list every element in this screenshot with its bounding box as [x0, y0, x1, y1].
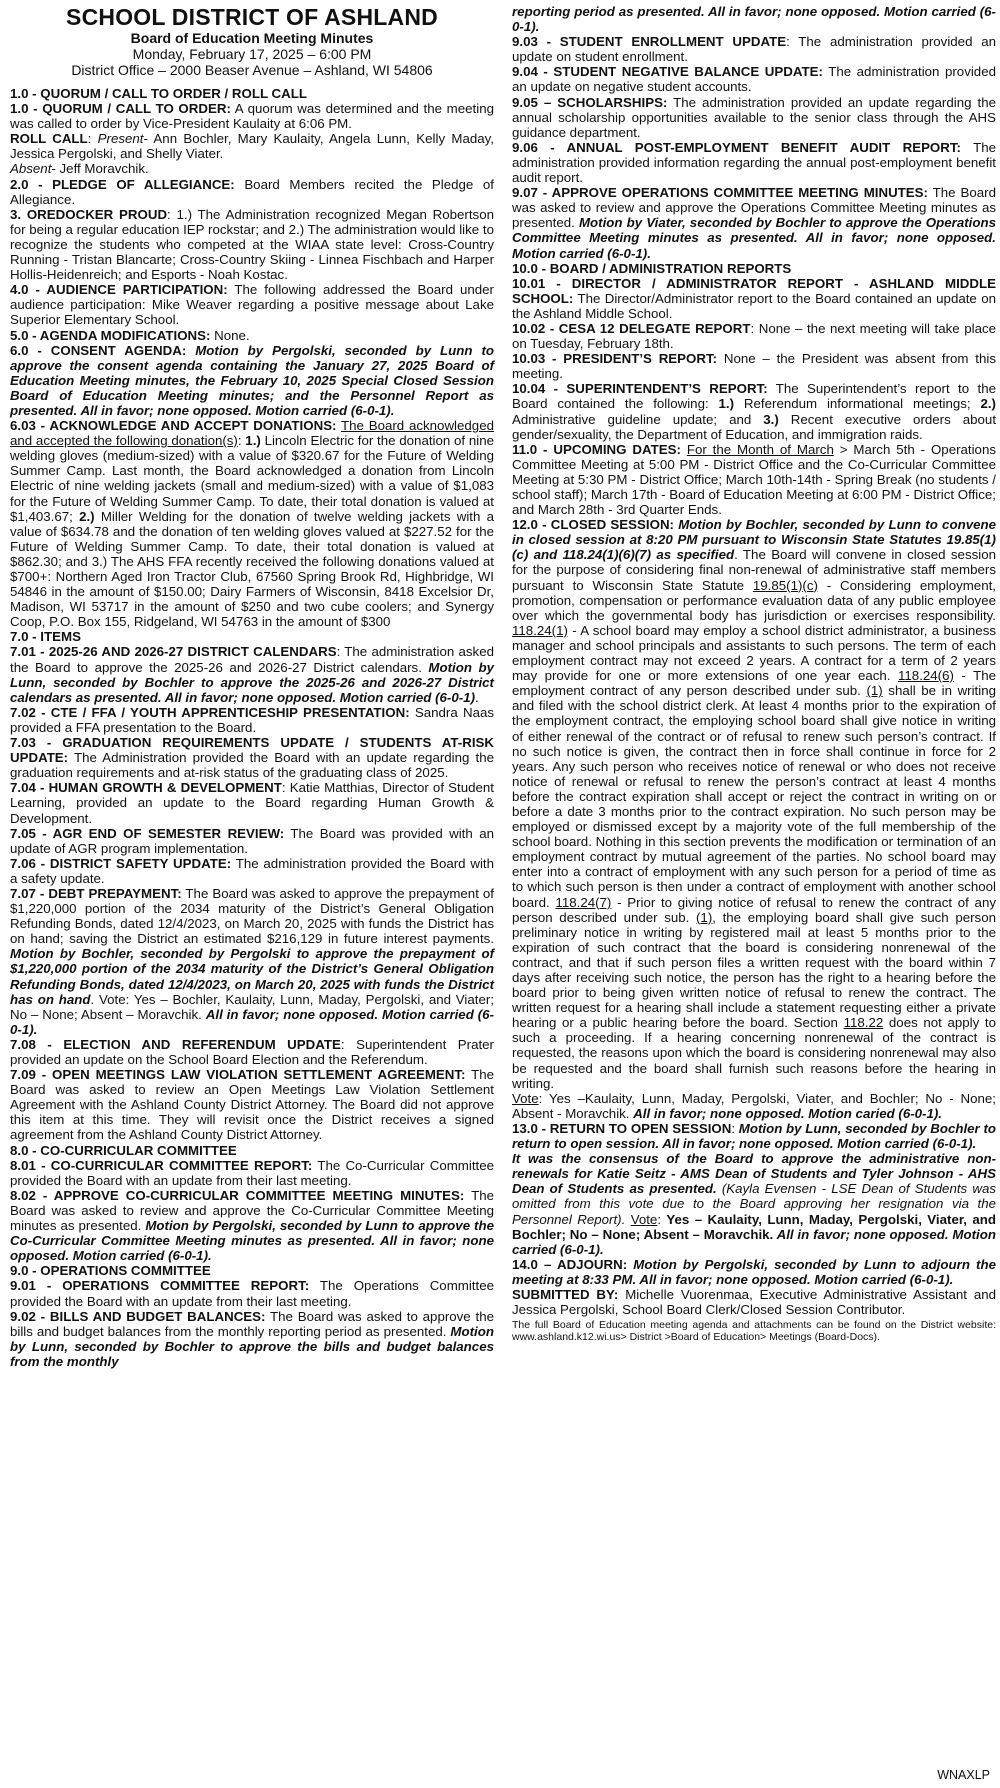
minutes-item: 13.0 - RETURN TO OPEN SESSION: Motion by Lunn, seconded by Bochler to return to open session. All in favor; none opposed. Motion carried (6-0-1).	[512, 1120, 996, 1152]
minutes-item: 9.03 - STUDENT ENROLLMENT UPDATE: The administration provided an update on student enrollment.	[512, 34, 997, 65]
minutes-item: 7.03 - GRADUATION REQUIREMENTS UPDATE / STUDENTS AT-RISK UPDATE: The Administration provided the Board with an update regarding the graduation requirements and at-risk status of the graduating class of 2025.	[10, 735, 494, 781]
document-subtitle: Board of Education Meeting Minutes	[130, 30, 374, 46]
roll-call-absent: Absent- Jeff Moravchik.	[10, 161, 149, 177]
minutes-item: 9.01 - OPERATIONS COMMITTEE REPORT: The Operations Committee provided the Board with an update from their last meeting.	[10, 1278, 494, 1309]
left-column	[10, 4, 494, 1369]
minutes-item: 8.02 - APPROVE CO-CURRICULAR COMMITTEE MEETING MINUTES: The Board was asked to review and approve the Co-Curricular Committee Meeting minutes as presented. Motion by Pergolski, seconded by Lunn to approve the Co-Curricular Committee Meeting minutes as presented. All in favor; none opposed. Motion carried (6-0-1).	[10, 1187, 494, 1264]
minutes-item: 6.0 - CONSENT AGENDA: Motion by Pergolski, seconded by Lunn to approve the consent agenda containing the January 27, 2025 Board of Education Meeting minutes, the February 10, 2025 Special Closed Session Board of Education Meeting minutes; and the Personnel Report as presented. All in favor; none opposed. Motion carried (6-0-1).	[10, 342, 494, 418]
document-title: SCHOOL DISTRICT OF ASHLAND	[66, 4, 438, 30]
minutes-item: 10.01 - DIRECTOR / ADMINISTRATOR REPORT - ASHLAND MIDDLE SCHOOL: The Director/Administrator report to the Board contained an update on the Ashland Middle School.	[512, 275, 996, 321]
minutes-item: 9.07 - APPROVE OPERATIONS COMMITTEE MEETING MINUTES: The Board was asked to review and approve the Operations Committee Meeting minutes as presented. Motion by Viater, seconded by Bochler to approve the Operations Committee Meeting minutes as presented. All in favor; none opposed. Motion carried (6-0-1).	[512, 185, 996, 261]
minutes-item: 9.06 - ANNUAL POST-EMPLOYMENT BENEFIT AUDIT REPORT: The administration provided information regarding the annual post-employment benefit audit report.	[512, 139, 997, 186]
section-heading: 1.0 - QUORUM / CALL TO ORDER / ROLL CALL	[10, 86, 307, 101]
minutes-item: 7.07 - DEBT PREPAYMENT: The Board was asked to approve the prepayment of $1,220,000 portion of the 2034 maturity of the District’s General Obligation Refunding Bonds, dated 12/4/2023, on March 20, 2025 with funds the District has on hand; saving the District an estimated $216,129 in future interest payments. Motion by Bochler, seconded by Pergolski to approve the prepayment of $1,220,000 portion of the 2034 maturity of the District’s General Obligation Refunding Bonds, dated 12/4/2023, on March 20, 2025 with funds the District has on hand. Vote: Yes – Bochler, Kaulaity, Lunn, Maday, Pergolski, and Viater; No – None; Absent – Moravchik. All in favor; none opposed. Motion carried (6-0-1).	[10, 885, 495, 1037]
minutes-item: 7.05 - AGR END OF SEMESTER REVIEW: The Board was provided with an update of AGR program implementation.	[10, 825, 494, 856]
minutes-item: 12.0 - CLOSED SESSION: Motion by Bochler, seconded by Lunn to convene in closed session at 8:20 PM pursuant to Wisconsin State Statutes 19.85(1)(c) and 118.24(1)(6)(7) as specified. The Board will convene in closed session for the purpose of considering final non-renewal of administrative staff members pursuant to Wisconsin State Statute 19.85(1)(c) - Considering employment, promotion, compensation or performance evaluation data of any public employee over which the governmental body has jurisdiction or exercises responsibility. 118.24(1) - A school board may employ a school district administrator, a business manager and school principals and assistants to such persons. The term of each employment contract may not exceed 2 years. A contract for a term of 2 years may provide for one or more extensions of one year each. 118.24(6) - The employment contract of any person described under sub. (1) shall be in writing and filed with the school district clerk. At least 4 months prior to the expiration of the employment contract, the employing school board shall give notice in writing of either renewal of the contract or of refusal to renew such person’s contract. If no such notice is given, the contract then in force shall continue in force for 2 years. Any such person who receives notice of renewal or who does not receive notice of renewal or refusal to renew the person’s contract at least 4 months before the contract expiration shall accept or reject the contract in writing on or before a date 3 months prior to the contract expiration. No such person may be employed or dismissed except by a majority vote of the full membership of the school board. Nothing in this section prevents the modification or termination of an employment contract by mutual agreement of the parties. No school board may enter into a contract of employment with any such person for a period of time as to which such person is then under a contract of employment with another school board. 118.24(7) - Prior to giving notice of refusal to renew the contract of any person described under sub. (1), the employing board shall give such person preliminary notice in writing by registered mail at least 5 months prior to the expiration of such contract that the board is considering nonrenewal of the contract, and that if such person files a written request with the board within 7 days after receiving such notice, the person has the right to a hearing before the board prior to being given written notice of refusal to renew the contract. The written request for a hearing shall include a statement requesting either a private hearing or a public hearing before the board. Section 118.22 does not apply to such a proceeding. If a hearing concerning nonrenewal of the contract is requested, the reasons upon which the board is considering nonrenewal may also be requested and the board shall furnish such reasons before the hearing in writing.	[512, 517, 997, 1091]
minutes-item: 9.02 - BILLS AND BUDGET BALANCES: The Board was asked to approve the bills and budget balances from the monthly reporting period as presented. Motion by Lunn, seconded by Bochler to approve the bills and budget balances from the monthly	[10, 1308, 494, 1369]
vote-record: Vote: Yes –Kaulaity, Lunn, Maday, Pergolski, Viater, and Bochler; No - None; Absent - Moravchik. All in favor; none opposed. Motion caried (6-0-1).	[512, 1090, 996, 1121]
minutes-item: 11.0 - UPCOMING DATES: For the Month of March > March 5th - Operations Committee Meeting at 5:00 PM - District Office and the Co-Curricular Committee Meeting at 5:30 PM - District Office; March 10th-14th - Spring Break (no students / school staff); March 17th - Board of Education Meeting at 6:00 PM - District Office; and March 28th - 3rd Quarter Ends.	[512, 441, 997, 518]
minutes-page	[10, 4, 1000, 1784]
minutes-item: 1.0 - QUORUM / CALL TO ORDER: A quorum was determined and the meeting was called to order by Vice-President Kaulaity at 6:06 PM.	[10, 101, 494, 132]
minutes-item: 9.04 - STUDENT NEGATIVE BALANCE UPDATE: The administration provided an update on negative student accounts.	[512, 64, 996, 95]
section-heading: 10.0 - BOARD / ADMINISTRATION REPORTS	[512, 260, 792, 276]
minutes-item: 8.01 - CO-CURRICULAR COMMITTEE REPORT: The Co-Curricular Committee provided the Board with an update from their last meeting.	[10, 1157, 495, 1188]
minutes-item: 7.09 - OPEN MEETINGS LAW VIOLATION SETTLEMENT AGREEMENT: The Board was asked to review an Open Meetings Law Violation Settlement Agreement with the Ashland County District Attorney. The Board did not approve this item at this time. They will revisit once the District receives a signed agreement from the Ashland County District Attorney.	[10, 1067, 494, 1143]
meeting-date: Monday, February 17, 2025 – 6:00 PM	[132, 46, 372, 62]
section-heading: 9.0 - OPERATIONS COMMITTEE	[10, 1263, 211, 1279]
minutes-item: 10.03 - PRESIDENT’S REPORT: None – the President was absent from this meeting.	[512, 351, 996, 382]
section-heading: 7.0 - ITEMS	[10, 629, 81, 645]
minutes-item: 10.02 - CESA 12 DELEGATE REPORT: None – the next meeting will take place on Tuesday, February 18th.	[512, 320, 997, 352]
minutes-item: 7.04 - HUMAN GROWTH & DEVELOPMENT: Katie Matthias, Director of Student Learning, provided an update to the Board regarding Human Growth & Development.	[10, 780, 494, 826]
minutes-item: It was the consensus of the Board to approve the administrative non-renewals for Katie Seitz - AMS Dean of Students and Tyler Johnson - AHS Dean of Students as presented. (Kayla Evensen - LSE Dean of Students was omitted from this vote due to the Board approving her resignation via the Personnel Report). Vote: Yes – Kaulaity, Lunn, Maday, Pergolski, Viater, and Bochler; No – None; Absent – Moravchik. All in favor; none opposed. Motion carried (6-0-1).	[512, 1151, 997, 1257]
masthead	[10, 4, 494, 78]
minutes-item: 7.06 - DISTRICT SAFETY UPDATE: The administration provided the Board with a safety update.	[10, 855, 495, 886]
roll-call: ROLL CALL: Present- Ann Bochler, Mary Kaulaity, Angela Lunn, Kelly Maday, Jessica Pergolski, and Shelly Viater.	[10, 131, 494, 162]
minutes-item: 4.0 - AUDIENCE PARTICIPATION: The following addressed the Board under audience participation: Mike Weaver regarding a positive message about Lake Superior Elementary School.	[10, 282, 494, 328]
minutes-item: 3. OREDOCKER PROUD: 1.) The Administration recognized Megan Robertson for being a regular education IEP rockstar; and 2.) The administration would like to recognize the students who competed at the WIAA state level: Cross-Country Running - Tristan Blancarte; Cross-Country Skiing - Linnea Fischbach and Harper Hollis-Heidenreich; and Esports - Noah Kostac.	[10, 206, 494, 283]
minutes-item: 2.0 - PLEDGE OF ALLEGIANCE: Board Members recited the Pledge of Allegiance.	[10, 176, 494, 207]
minutes-item: 10.04 - SUPERINTENDENT’S REPORT: The Superintendent’s report to the Board contained the following: 1.) Referendum informational meetings; 2.) Administrative guideline update; and 3.) Recent executive orders about gender/sexuality, the Department of Education, and immigration raids.	[512, 381, 997, 442]
meeting-location: District Office – 2000 Beaser Avenue – Ashland, WI 54806	[71, 62, 433, 78]
footer-note: The full Board of Education meeting agenda and attachments can be found on the District website: www.ashland.k12.wi.us> District >Board of Education> Meetings (Board-Docs).	[512, 1319, 996, 1344]
minutes-item: reporting period as presented. All in favor; none opposed. Motion carried (6-0-1).	[512, 4, 996, 35]
publication-code: WNAXLP	[937, 1768, 990, 1782]
minutes-item: 6.03 - ACKNOWLEDGE AND ACCEPT DONATIONS: The Board acknowledged and accepted the following donation(s): 1.) Lincoln Electric for the donation of nine welding gloves (medium-sized) with a value of $320.67 for the Future of Welding Summer Camp. Last month, the Board acknowledged a donation from Lincoln Electric of nine welding jackets (small and medium-sized) with a value of $1,083 for the Future of Welding Summer Camp. To date, their total donation is valued at $1,403.67; 2.) Miller Welding for the donation of twelve welding jackets with a value of $634.78 and the donation of ten welding gloves valued at $227.52 for the Future of Welding Summer Camp. To date, their total donation is valued at $862.30; and 3.) The AHS FFA recently received the following donations valued at $700+: Northern Aged Iron Tractor Club, 67560 Spring Brook Rd, Highbridge, WI 54846 in the amount of $150.00; Dairy Farmers of Wisconsin, 8418 Excelsior Dr, Madison, WI 53717 in the amount of $250 and two cube coolers; and Synergy Coop, P.O. Box 155, Ridgeland, WI 54763 in the amount of $300	[10, 418, 494, 630]
submitted-by: SUBMITTED BY: Michelle Vuorenmaa, Executive Administrative Assistant and Jessica Pergolski, School Board Clerk/Closed Session Contributor.	[512, 1286, 997, 1318]
minutes-item: 7.02 - CTE / FFA / YOUTH APPRENTICESHIP PRESENTATION: Sandra Naas provided a FFA presentation to the Board.	[10, 704, 495, 735]
minutes-item: 5.0 - AGENDA MODIFICATIONS: None.	[10, 327, 250, 343]
minutes-item: 14.0 – ADJOURN: Motion by Pergolski, seconded by Lunn to adjourn the meeting at 8:33 PM. All in favor; none opposed. Motion carried (6-0-1).	[512, 1256, 996, 1287]
minutes-item: 7.08 - ELECTION AND REFERENDUM UPDATE: Superintendent Prater provided an update on the School Board Election and the Referendum.	[10, 1036, 494, 1067]
minutes-item: 7.01 - 2025-26 AND 2026-27 DISTRICT CALENDARS: The administration asked the Board to approve the 2025-26 and 2026-27 District calendars. Motion by Lunn, seconded by Bochler to approve the 2025-26 and 2026-27 District calendars as presented. All in favor; none opposed. Motion carried (6-0-1).	[10, 644, 494, 705]
right-column	[512, 4, 996, 1343]
section-heading: 8.0 - CO-CURRICULAR COMMITTEE	[10, 1142, 237, 1158]
minutes-item: 9.05 – SCHOLARSHIPS: The administration provided an update regarding the annual scholarship opportunities available to the senior class through the AHS guidance department.	[512, 94, 996, 140]
